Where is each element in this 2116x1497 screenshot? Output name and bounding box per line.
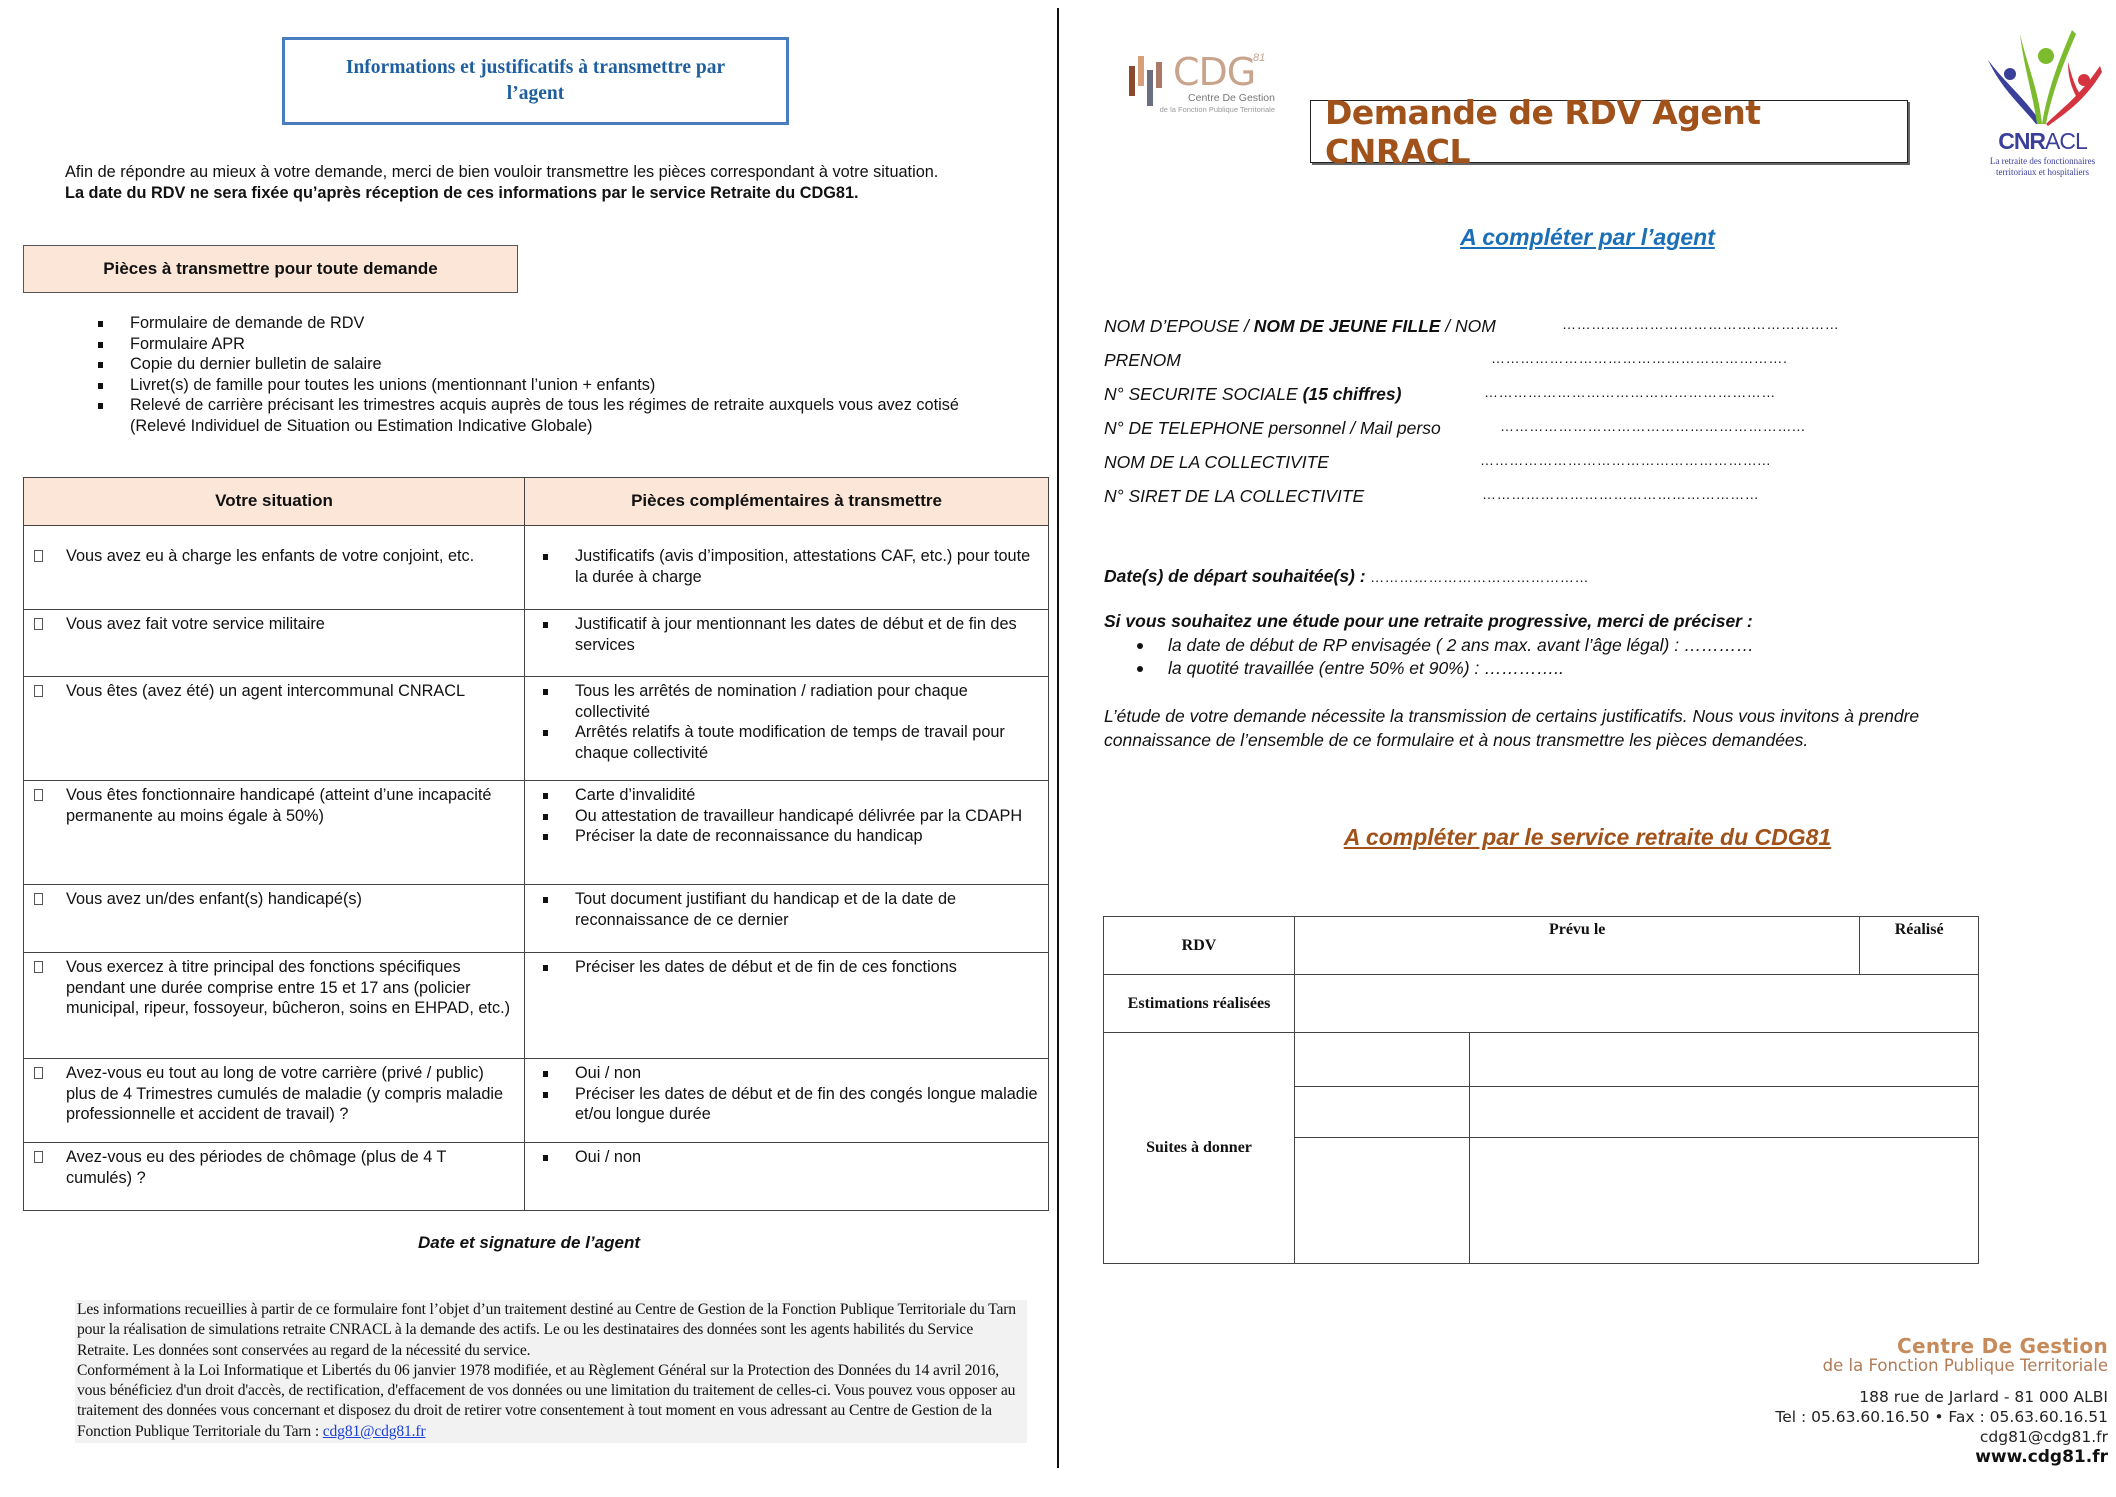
field-blank[interactable]: …………………………………………………... (1480, 452, 1771, 468)
checkbox-icon[interactable] (34, 893, 43, 905)
documents-list (525, 781, 1048, 847)
situation-cell (24, 677, 525, 781)
list-item (543, 785, 1038, 806)
list-item (543, 1084, 1038, 1125)
list-item-text: Tous les arrêtés de nomination / radiation pour chaque collectivité (575, 682, 968, 721)
done-cell[interactable] (1860, 917, 1979, 975)
situation-text: Vous avez fait votre service militaire (66, 615, 325, 633)
departure-label: Date(s) de départ souhaitée(s) : (1104, 566, 1366, 586)
square-bullet-icon (98, 383, 103, 389)
planned-label: Prévu le (1548, 921, 1606, 938)
situation-option (24, 1143, 524, 1188)
cdg81-logo (1125, 50, 1275, 118)
logo-line-2: de la Fonction Publique Territoriale (1159, 105, 1275, 114)
intro-bold-notice: La date du RDV ne sera fixée qu’après réception de ces informations par le service Retraite du CDG81. (65, 184, 859, 202)
situation-text: Vous êtes fonctionnaire handicapé (atteint d’une incapacité permanente au moins égale à 50%) (66, 786, 492, 825)
documents-cell (525, 1059, 1049, 1143)
list-item (98, 375, 1018, 396)
square-bullet-icon (543, 689, 548, 695)
square-bullet-icon (98, 362, 103, 368)
table-row (24, 610, 1049, 677)
square-bullet-icon (543, 897, 548, 903)
logo-line-1: Centre De Gestion (1188, 92, 1275, 104)
list-item-text: Relevé de carrière précisant les trimestres acquis auprès de tous les régimes de retraite auxquels vous avez cotisé (Relevé Individuel de Situation ou Estimation Indicative Globale) (130, 396, 959, 435)
field-blank[interactable]: ………………………………………………… (1562, 316, 1840, 332)
field-blank[interactable]: ……………………………………………………. (1491, 350, 1788, 366)
situation-option (24, 1059, 524, 1125)
people-figures-icon (1980, 28, 2105, 128)
square-bullet-icon (543, 554, 548, 560)
list-item (543, 957, 1038, 978)
cnracl-logo (1980, 28, 2105, 188)
cdg81-contact-footer (1775, 1334, 2108, 1467)
square-bullet-icon (543, 814, 548, 820)
list-item-text: Livret(s) de famille pour toutes les unions (mentionnant l’union + enfants) (130, 375, 656, 394)
table-header-row (24, 478, 1049, 526)
list-item[interactable] (1134, 634, 1754, 657)
list-item (543, 1063, 1038, 1084)
list-item-text: Tout document justifiant du handicap et de la date de reconnaissance de ce dernier (575, 890, 957, 929)
square-bullet-icon (543, 793, 548, 799)
gdpr-paragraph-1: Les informations recueillies à partir de ce formulaire font l’objet d’un traitement destiné au Centre de Gestion de la Fonction Publique Territoriale du Tarn pour la réalisation de simulations retraite CNRACL à la demande des actifs. Le ou les destinataires des données sont les agents habilités du Service Retraite. Les données sont conservées au regard de la nécessité du service. (77, 1301, 1016, 1359)
list-item-text: la date de début de RP envisagée ( 2 ans max. avant l’âge légal) : ………… (1168, 635, 1754, 655)
bullet-icon (1137, 643, 1143, 649)
situation-text: Avez-vous eu tout au long de votre carrière (privé / public) plus de 4 Trimestres cumulés de maladie (y compris maladie professionnelle et accident de travail) ? (66, 1064, 504, 1123)
followup-cell[interactable] (1295, 1033, 1470, 1087)
required-documents-title: Pièces à transmettre pour toute demande (103, 259, 438, 278)
table-row (24, 526, 1049, 610)
gdpr-text: Conformément à la Loi Informatique et Libertés du 06 janvier 1978 modifiée, et au Règlement Général sur la Protection des Données du 14 avril 2016, vous bénéficiez d'un droit d'accès, de rectification, d'effacement de vos données ou une limitation du traitement de celles-ci. Vous pouvez vous opposer au traitement des données vous concernant et disposez du droit de retirer votre consentement à tout moment en vous adressant au Centre de Gestion de la Fonction Publique Territoriale du Tarn : (77, 1361, 1016, 1440)
list-item-text: Préciser les dates de début et de fin de ces fonctions (575, 958, 957, 976)
gdpr-notice (75, 1300, 1027, 1443)
situation-table (23, 477, 1049, 1211)
documents-list (525, 677, 1048, 763)
situation-text: Vous êtes (avez été) un agent intercommunal CNRACL (66, 682, 466, 700)
header-situation: Votre situation (24, 478, 525, 526)
situation-option (24, 526, 524, 567)
checkbox-icon[interactable] (34, 789, 43, 801)
situation-text: Vous avez eu à charge les enfants de votre conjoint, etc. (66, 547, 475, 565)
list-item (543, 889, 1038, 930)
rdv-label: RDV (1104, 917, 1295, 975)
documents-cell (525, 677, 1049, 781)
left-header-box (282, 37, 789, 125)
field-nom[interactable] (1104, 316, 2004, 350)
situation-cell (24, 885, 525, 953)
intro-paragraph: Afin de répondre au mieux à votre demande, merci de bien vouloir transmettre les pièces correspondant à votre situation. (65, 163, 939, 181)
field-blank[interactable]: ……………………………………………………... (1500, 418, 1806, 434)
list-item[interactable] (1134, 657, 1754, 680)
list-item (543, 681, 1038, 722)
followup-cell[interactable] (1295, 1138, 1470, 1264)
checkbox-icon[interactable] (34, 685, 43, 697)
estimations-label: Estimations réalisées (1104, 975, 1295, 1033)
table-row (24, 781, 1049, 885)
documents-list (525, 1143, 1048, 1168)
documents-list (525, 610, 1048, 655)
situation-option (24, 885, 524, 910)
departure-blank[interactable]: ……………………………………… (1365, 569, 1590, 585)
form-title-box (1310, 92, 1908, 171)
situation-cell (24, 1059, 525, 1143)
followup-cell[interactable] (1295, 1087, 1470, 1138)
email-link[interactable]: cdg81@cdg81.fr (322, 1422, 426, 1440)
situation-cell (24, 610, 525, 677)
checkbox-icon[interactable] (34, 618, 43, 630)
documents-cell (525, 781, 1049, 885)
square-bullet-icon (98, 342, 103, 348)
gdpr-paragraph-2 (77, 1361, 1025, 1442)
footer-phone: Tel : 05.63.60.16.50 • Fax : 05.63.60.16.51 (1775, 1408, 2108, 1426)
field-label: NOM DE LA COLLECTIVITE (1104, 452, 1329, 472)
square-bullet-icon (543, 965, 548, 971)
list-item-text: Justificatif à jour mentionnant les dates de début et de fin des services (575, 615, 1017, 654)
table-row (24, 953, 1049, 1059)
square-bullet-icon (543, 1071, 548, 1077)
required-documents-header (23, 245, 518, 293)
logo-superscript: 81 (1253, 52, 1266, 64)
footer-address: 188 rue de Jarlard - 81 000 ALBI (1859, 1388, 2108, 1406)
cnracl-tagline: La retraite des fonctionnaires territoriaux et hospitaliers (1989, 156, 2096, 177)
list-item (98, 334, 1018, 355)
documents-cell (525, 953, 1049, 1059)
field-label: PRENOM (1104, 350, 1181, 370)
required-documents-list (98, 313, 1018, 436)
documents-list (525, 526, 1048, 587)
square-bullet-icon (543, 730, 548, 736)
list-item-text: Justificatifs (avis d’imposition, attestations CAF, etc.) pour toute la durée à charge (575, 547, 1031, 586)
departure-date-field[interactable] (1104, 566, 1589, 587)
intro-text (65, 162, 1055, 204)
agent-section-title: A compléter par l’agent (1460, 224, 1715, 250)
followup-cell[interactable] (1470, 1087, 1979, 1138)
documents-cell (525, 526, 1049, 610)
signature-label: Date et signature de l’agent (418, 1233, 640, 1252)
documents-list (525, 953, 1048, 978)
field-securite-sociale[interactable] (1104, 384, 2004, 418)
situation-cell (24, 526, 525, 610)
field-label: N° SIRET DE LA COLLECTIVITE (1104, 486, 1365, 506)
situation-option (24, 953, 524, 1019)
field-label: N° SECURITE SOCIALE (15 chiffres) (1104, 384, 1402, 404)
service-section-title: A compléter par le service retraite du CDG81 (1343, 824, 1832, 850)
list-item-text: Préciser les dates de début et de fin des congés longue maladie et/ou longue durée (575, 1084, 1038, 1123)
field-prenom[interactable] (1104, 350, 2004, 384)
documents-list (525, 1059, 1048, 1125)
study-paragraph: L’étude de votre demande nécessite la transmission de certains justificatifs. Nous vous invitons à prendre connaissance de l’ensemble de ce formulaire et à nous transmettre les pièces demandées. (1104, 706, 1920, 750)
situation-cell (24, 1143, 525, 1211)
list-item-text: Arrêtés relatifs à toute modification de temps de travail pour chaque collectivité (575, 723, 1005, 762)
planned-cell[interactable] (1295, 917, 1860, 975)
field-label: NOM D’EPOUSE / NOM DE JEUNE FILLE / NOM (1104, 316, 1496, 336)
square-bullet-icon (98, 321, 103, 327)
list-item-text: Ou attestation de travailleur handicapé délivrée par la CDAPH (575, 806, 1023, 825)
list-item (543, 614, 1038, 655)
footer-website[interactable]: www.cdg81.fr (1975, 1447, 2108, 1467)
situation-text: Vous avez un/des enfant(s) handicapé(s) (66, 890, 362, 908)
list-item (543, 546, 1038, 587)
form-title: Demande de RDV Agent CNRACL (1325, 92, 1761, 171)
documents-cell (525, 610, 1049, 677)
list-item (98, 395, 1018, 436)
rdv-row (1104, 917, 1979, 975)
list-item-text: Oui / non (575, 1148, 642, 1166)
header-documents: Pièces complémentaires à transmettre (525, 478, 1049, 526)
footer-email[interactable]: cdg81@cdg81.fr (1979, 1428, 2108, 1446)
done-label: Réalisé (1894, 921, 1944, 938)
bullet-icon (1137, 666, 1143, 672)
square-bullet-icon (543, 1092, 548, 1098)
followup-cell[interactable] (1470, 1138, 1979, 1264)
documents-cell (525, 885, 1049, 953)
field-siret[interactable] (1104, 486, 2004, 520)
list-item-text: Formulaire APR (130, 334, 245, 353)
list-item-text: la quotité travaillée (entre 50% et 90%) : ………….. (1168, 658, 1564, 678)
list-item (543, 826, 1038, 847)
list-item-text: Oui / non (575, 1064, 642, 1082)
followup-row (1104, 1033, 1979, 1087)
table-row (24, 1143, 1049, 1211)
checkbox-icon[interactable] (34, 1151, 43, 1163)
footer-org: Centre De Gestion (1897, 1334, 2108, 1358)
list-item-text: Carte d’invalidité (575, 786, 696, 804)
footer-org-sub: de la Fonction Publique Territoriale (1822, 1356, 2108, 1375)
square-bullet-icon (543, 834, 548, 840)
square-bullet-icon (543, 1155, 548, 1161)
list-item-text: Formulaire de demande de RDV (130, 314, 365, 332)
table-row (24, 885, 1049, 953)
list-item (98, 313, 1018, 334)
estimations-cell[interactable] (1295, 975, 1979, 1033)
list-item (543, 806, 1038, 827)
list-item (543, 722, 1038, 763)
left-header-title: Informations et justificatifs à transmettre par l’agent (345, 57, 726, 104)
list-item (543, 1147, 1038, 1168)
agent-fields (1104, 316, 2004, 520)
service-table (1103, 916, 1979, 1264)
square-bullet-icon (543, 622, 548, 628)
list-item (98, 354, 1018, 375)
followup-cell[interactable] (1470, 1033, 1979, 1087)
situation-option (24, 781, 524, 826)
situation-option (24, 610, 524, 635)
progressive-retirement-heading: Si vous souhaitez une étude pour une retraite progressive, merci de préciser : (1104, 611, 1753, 631)
field-label: N° DE TELEPHONE personnel / Mail perso (1104, 418, 1441, 438)
situation-text: Vous exercez à titre principal des fonctions spécifiques pendant une durée comprise entre 15 et 17 ans (policier municipal, ripeur, fossoyeur, bûcheron, soins en EHPAD, etc.) (66, 958, 511, 1017)
situation-cell (24, 781, 525, 885)
list-item-text: Copie du dernier bulletin de salaire (130, 355, 382, 373)
cnracl-wordmark: CNRACL (1998, 128, 2087, 154)
progressive-retirement-list (1134, 634, 1754, 680)
documents-list (525, 885, 1048, 930)
checkbox-icon[interactable] (34, 1067, 43, 1079)
followup-label: Suites à donner (1104, 1033, 1295, 1264)
documents-cell (525, 1143, 1049, 1211)
estimations-row (1104, 975, 1979, 1033)
field-blank[interactable]: ………………………………………………… (1482, 486, 1760, 502)
field-blank[interactable]: …………………………………………………… (1484, 384, 1776, 400)
field-collectivite[interactable] (1104, 452, 2004, 486)
situation-option (24, 677, 524, 702)
table-row (24, 1059, 1049, 1143)
situation-text: Avez-vous eu des périodes de chômage (plus de 4 T cumulés) ? (66, 1148, 447, 1187)
square-bullet-icon (98, 403, 103, 409)
logo-wordmark: CDG (1173, 50, 1256, 94)
field-telephone[interactable] (1104, 418, 2004, 452)
list-item-text: Préciser la date de reconnaissance du handicap (575, 827, 923, 845)
checkbox-icon[interactable] (34, 550, 43, 562)
table-row (24, 677, 1049, 781)
situation-cell (24, 953, 525, 1059)
checkbox-icon[interactable] (34, 961, 43, 973)
